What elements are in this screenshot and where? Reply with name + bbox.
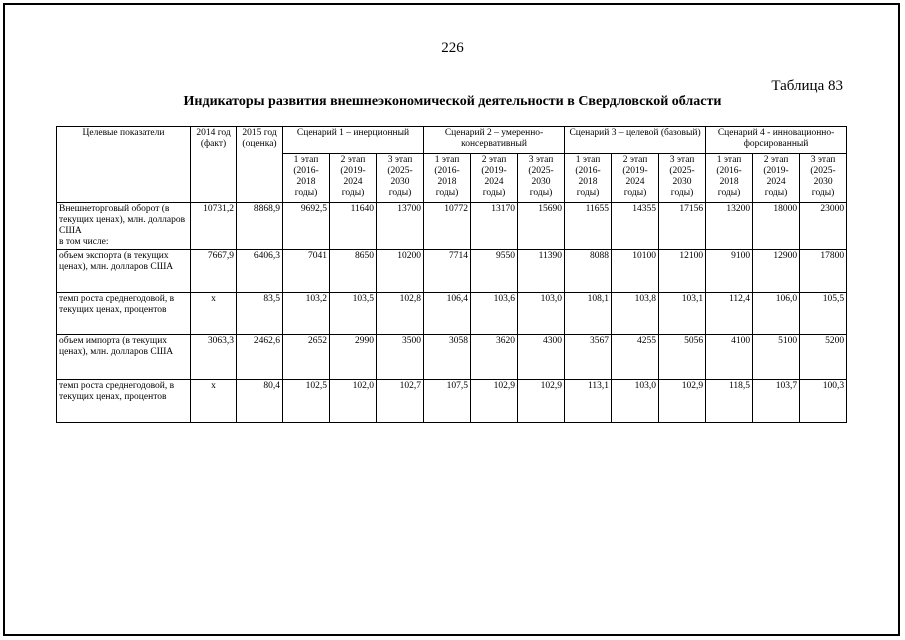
cell: 14355 bbox=[612, 203, 659, 250]
cell: 2990 bbox=[330, 335, 377, 380]
cell: 105,5 bbox=[800, 293, 847, 335]
header-stage-3: 3 этап (2025-2030 годы) bbox=[377, 154, 424, 203]
cell: 103,0 bbox=[612, 380, 659, 423]
cell: 83,5 bbox=[237, 293, 283, 335]
page-number: 226 bbox=[441, 40, 464, 56]
cell: 7041 bbox=[283, 250, 330, 293]
cell: 3063,3 bbox=[191, 335, 237, 380]
cell: 102,9 bbox=[659, 380, 706, 423]
cell: 102,9 bbox=[518, 380, 565, 423]
cell: 9692,5 bbox=[283, 203, 330, 250]
header-2015: 2015 год (оценка) bbox=[237, 127, 283, 203]
cell: 2462,6 bbox=[237, 335, 283, 380]
cell: 106,0 bbox=[753, 293, 800, 335]
cell: 3567 bbox=[565, 335, 612, 380]
document-title: Индикаторы развития внешнеэкономической деятельности в Свердловской области bbox=[183, 94, 722, 109]
header-stage-3: 3 этап (2025-2030 годы) bbox=[800, 154, 847, 203]
table-row bbox=[57, 203, 847, 250]
cell: 106,4 bbox=[424, 293, 471, 335]
cell: 108,1 bbox=[565, 293, 612, 335]
cell: 4300 bbox=[518, 335, 565, 380]
indicators-table bbox=[56, 126, 847, 423]
cell: 4100 bbox=[706, 335, 753, 380]
row-label: объем импорта (в текущих ценах), млн. долларов США bbox=[57, 335, 191, 380]
cell: 102,9 bbox=[471, 380, 518, 423]
cell: 102,0 bbox=[330, 380, 377, 423]
header-stage-2: 2 этап (2019-2024 годы) bbox=[753, 154, 800, 203]
cell: 2652 bbox=[283, 335, 330, 380]
cell: 7714 bbox=[424, 250, 471, 293]
header-2014: 2014 год (факт) bbox=[191, 127, 237, 203]
header-indicator: Целевые показатели bbox=[57, 127, 191, 203]
table-row bbox=[57, 293, 847, 335]
cell: 5200 bbox=[800, 335, 847, 380]
row-label: темп роста среднегодовой, в текущих ценах, процентов bbox=[57, 380, 191, 423]
cell: 17156 bbox=[659, 203, 706, 250]
cell: 13700 bbox=[377, 203, 424, 250]
cell: 9100 bbox=[706, 250, 753, 293]
row-label: объем экспорта (в текущих ценах), млн. долларов США bbox=[57, 250, 191, 293]
cell: 103,8 bbox=[612, 293, 659, 335]
cell: 5100 bbox=[753, 335, 800, 380]
header-stage-1: 1 этап (2016-2018 годы) bbox=[283, 154, 330, 203]
cell: 103,1 bbox=[659, 293, 706, 335]
cell: 118,5 bbox=[706, 380, 753, 423]
cell: 10100 bbox=[612, 250, 659, 293]
cell: 8088 bbox=[565, 250, 612, 293]
cell: 103,2 bbox=[283, 293, 330, 335]
cell: 12900 bbox=[753, 250, 800, 293]
cell: 15690 bbox=[518, 203, 565, 250]
cell: 10731,2 bbox=[191, 203, 237, 250]
cell: 8868,9 bbox=[237, 203, 283, 250]
cell: 4255 bbox=[612, 335, 659, 380]
header-stage-2: 2 этап (2019-2024 годы) bbox=[471, 154, 518, 203]
cell: 23000 bbox=[800, 203, 847, 250]
cell: 5056 bbox=[659, 335, 706, 380]
row-label bbox=[57, 203, 191, 250]
header-stage-1: 1 этап (2016-2018 годы) bbox=[424, 154, 471, 203]
cell: 113,1 bbox=[565, 380, 612, 423]
cell: х bbox=[191, 380, 237, 423]
cell: 107,5 bbox=[424, 380, 471, 423]
cell: 7667,9 bbox=[191, 250, 237, 293]
table-label: Таблица 83 bbox=[771, 78, 843, 94]
cell: х bbox=[191, 293, 237, 335]
table-row bbox=[57, 250, 847, 293]
cell: 8650 bbox=[330, 250, 377, 293]
cell: 10772 bbox=[424, 203, 471, 250]
header-scenario-4: Сценарий 4 - инновационно-форсированный bbox=[706, 127, 847, 154]
header-stage-1: 1 этап (2016-2018 годы) bbox=[706, 154, 753, 203]
cell: 11390 bbox=[518, 250, 565, 293]
cell: 102,5 bbox=[283, 380, 330, 423]
cell: 13170 bbox=[471, 203, 518, 250]
row-label-extra: в том числе: bbox=[59, 237, 109, 247]
cell: 3058 bbox=[424, 335, 471, 380]
table-row bbox=[57, 335, 847, 380]
row-label-text: Внешнеторговый оборот (в текущих ценах), млн. долларов США bbox=[59, 204, 186, 236]
cell: 100,3 bbox=[800, 380, 847, 423]
cell: 103,6 bbox=[471, 293, 518, 335]
cell: 11640 bbox=[330, 203, 377, 250]
cell: 80,4 bbox=[237, 380, 283, 423]
header-stage-3: 3 этап (2025-2030 годы) bbox=[659, 154, 706, 203]
cell: 6406,3 bbox=[237, 250, 283, 293]
row-label: темп роста среднегодовой, в текущих ценах, процентов bbox=[57, 293, 191, 335]
cell: 102,8 bbox=[377, 293, 424, 335]
cell: 3500 bbox=[377, 335, 424, 380]
table-row bbox=[57, 380, 847, 423]
header-scenario-3: Сценарий 3 – целевой (базовый) bbox=[565, 127, 706, 154]
cell: 3620 bbox=[471, 335, 518, 380]
header-scenario-2: Сценарий 2 – умеренно-консервативный bbox=[424, 127, 565, 154]
header-stage-1: 1 этап (2016-2018 годы) bbox=[565, 154, 612, 203]
cell: 102,7 bbox=[377, 380, 424, 423]
cell: 10200 bbox=[377, 250, 424, 293]
cell: 12100 bbox=[659, 250, 706, 293]
header-stage-3: 3 этап (2025-2030 годы) bbox=[518, 154, 565, 203]
cell: 103,0 bbox=[518, 293, 565, 335]
cell: 103,7 bbox=[753, 380, 800, 423]
cell: 18000 bbox=[753, 203, 800, 250]
cell: 103,5 bbox=[330, 293, 377, 335]
cell: 112,4 bbox=[706, 293, 753, 335]
cell: 13200 bbox=[706, 203, 753, 250]
header-stage-2: 2 этап (2019-2024 годы) bbox=[330, 154, 377, 203]
header-stage-2: 2 этап (2019-2024 годы) bbox=[612, 154, 659, 203]
cell: 11655 bbox=[565, 203, 612, 250]
cell: 9550 bbox=[471, 250, 518, 293]
cell: 17800 bbox=[800, 250, 847, 293]
header-scenario-1: Сценарий 1 – инерционный bbox=[283, 127, 424, 154]
